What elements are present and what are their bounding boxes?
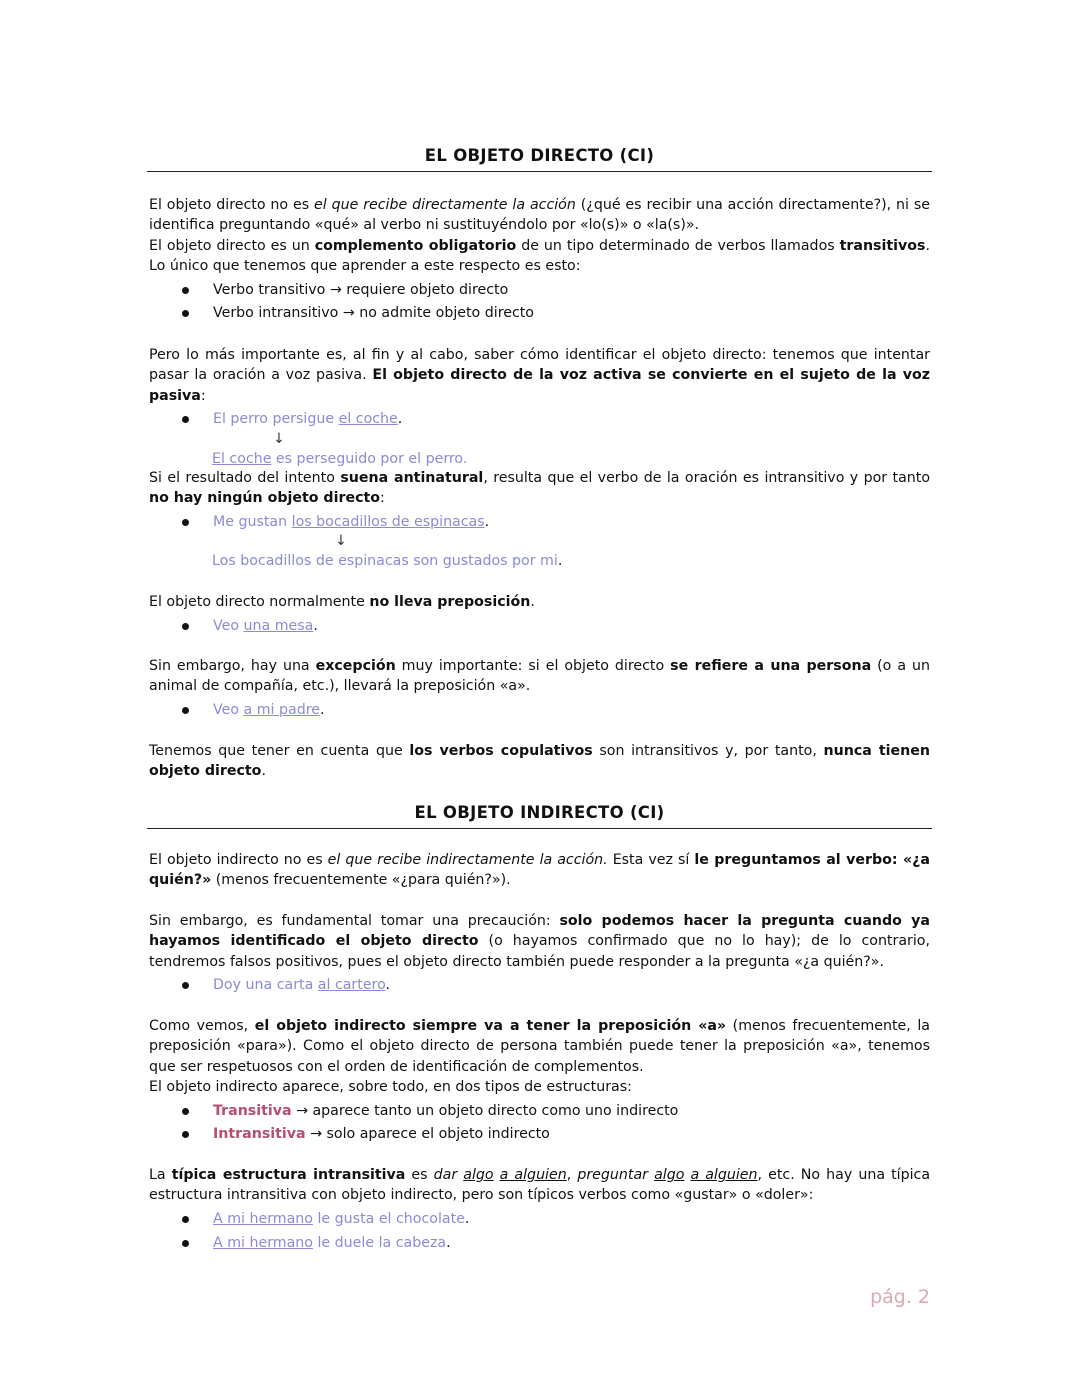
text: → solo aparece el objeto indirecto xyxy=(305,1126,550,1143)
od-intro-paragraph xyxy=(149,195,930,324)
example-text: le duele la cabeza xyxy=(312,1234,447,1251)
section-heading-objeto-indirecto: EL OBJETO INDIRECTO (CI) xyxy=(147,803,932,829)
example-text: Los bocadillos de espinacas son gustados por mi xyxy=(212,553,558,570)
od-preposition-paragraph xyxy=(149,592,930,636)
text: Sin embargo, hay una xyxy=(149,658,316,674)
verb-type-list xyxy=(149,280,930,324)
example-text: Doy una carta xyxy=(213,977,318,994)
text-italic: el que recibe directamente la acción xyxy=(314,197,576,213)
text: es xyxy=(405,1167,434,1183)
down-arrow-icon: ↓ xyxy=(273,430,285,447)
text: El objeto directo normalmente xyxy=(149,594,370,610)
example-list xyxy=(149,616,930,636)
example-underlined: el coche xyxy=(338,411,398,428)
list-item xyxy=(149,1101,930,1121)
text: → aparece tanto un objeto directo como uno indirecto xyxy=(291,1102,679,1119)
example-item xyxy=(149,700,930,720)
text-bold: típica estructura intransitiva xyxy=(171,1167,406,1183)
text: La xyxy=(149,1167,172,1183)
example-underlined: A mi hermano xyxy=(213,1211,313,1228)
text-bold: el objeto indirecto siempre va a tener la preposición «a» xyxy=(254,1018,727,1034)
text-italic-underlined: a alguien xyxy=(499,1167,567,1183)
text-bold: transitivos xyxy=(839,237,926,254)
od-copulativos-paragraph xyxy=(149,741,930,782)
text-bold: le preguntamos al verbo: «¿a quién?» xyxy=(149,852,930,889)
example-text: Veo xyxy=(213,617,244,634)
text-italic-underlined: algo xyxy=(654,1167,685,1183)
example-item xyxy=(149,1209,930,1229)
text-bold: excepción xyxy=(315,658,396,674)
example-item xyxy=(149,1233,930,1253)
text: (o a un animal de compañía, etc.), llevará la preposición «a». xyxy=(149,658,930,695)
example-item xyxy=(149,409,930,429)
text: . xyxy=(261,763,266,780)
text: Pero lo más importante es, al fin y al cabo, saber cómo identificar el objeto directo: tenemos que intentar pasar la oración a voz pasiva. xyxy=(149,347,930,384)
text: El objeto indirecto no es xyxy=(149,852,328,868)
example-underlined: una mesa xyxy=(243,617,314,634)
text: . xyxy=(464,1211,470,1228)
text: . xyxy=(446,1234,451,1251)
example-passive xyxy=(149,551,930,571)
example-list xyxy=(149,1209,930,1253)
text-bold: nunca tienen objeto directo xyxy=(149,743,930,780)
text-bold: no lleva preposición xyxy=(369,594,531,610)
example-text: Veo xyxy=(213,702,244,719)
example-item xyxy=(149,512,930,532)
text: . xyxy=(557,553,563,570)
text: El objeto directo es un xyxy=(149,237,315,254)
section-heading-objeto-directo: EL OBJETO DIRECTO (CI) xyxy=(147,146,932,172)
od-passive-paragraph xyxy=(149,345,930,469)
text: (menos frecuentemente «¿para quién?»). xyxy=(211,872,511,889)
text: Si el resultado del intento xyxy=(149,470,341,486)
page-number: pág. 2 xyxy=(870,1286,930,1308)
example-text: El perro persigue xyxy=(213,411,339,428)
example-item xyxy=(149,616,930,636)
example-list xyxy=(149,512,930,532)
text: . xyxy=(397,411,403,428)
example-item xyxy=(149,975,930,995)
oi-preposition-paragraph xyxy=(149,1016,930,1145)
text-bold: suena antinatural xyxy=(340,470,484,486)
text-bold: El objeto directo de la voz activa se convierte en el sujeto de la voz pasiva xyxy=(149,367,930,404)
example-list xyxy=(149,700,930,720)
example-underlined: A mi hermano xyxy=(213,1234,313,1251)
text: Tenemos que tener en cuenta que xyxy=(149,743,410,759)
text: muy importante: si el objeto directo xyxy=(395,658,671,674)
down-arrow-icon: ↓ xyxy=(335,533,347,550)
list-item: Verbo intransitivo → no admite objeto directo xyxy=(149,303,930,323)
text: : xyxy=(200,387,206,404)
list-item: Verbo transitivo → requiere objeto directo xyxy=(149,280,930,300)
oi-structure-paragraph xyxy=(149,1165,930,1253)
oi-precaution-paragraph xyxy=(149,911,930,996)
text: . Lo único que tenemos que aprender a este respecto es esto: xyxy=(149,237,930,274)
text: (o hayamos confirmado que no lo hay); de lo contrario, tendremos falsos positivos, pues el objeto directo también puede responder a la pregunta «¿a quién?». xyxy=(149,933,930,970)
example-underlined: a mi padre xyxy=(243,702,320,719)
example-list xyxy=(149,975,930,995)
text-bold: complemento obligatorio xyxy=(314,237,517,254)
text-bold: los verbos copulativos xyxy=(409,743,593,759)
od-antinatural-paragraph xyxy=(149,468,930,572)
text: . xyxy=(484,514,490,531)
text: , etc. No hay una típica estructura intransitiva con objeto indirecto, pero son típicos verbos como «gustar» o «doler»: xyxy=(149,1167,931,1204)
text: son intransitivos y, por tanto, xyxy=(592,743,824,759)
text: : xyxy=(380,490,385,507)
example-text: es perseguido por el perro. xyxy=(271,450,468,467)
text: El objeto indirecto aparece, sobre todo, en dos tipos de estructuras: xyxy=(149,1078,632,1095)
text-italic-underlined: algo xyxy=(463,1167,494,1183)
example-list xyxy=(149,409,930,429)
example-underlined: los bocadillos de espinacas xyxy=(291,514,485,531)
structure-list xyxy=(149,1101,930,1145)
text: , xyxy=(566,1167,578,1183)
text: (menos frecuentemente, la preposición «para»). Como el objeto directo de persona también puede tener la preposición «a», tenemos que ser respetuosos con el orden de identificación de complementos. xyxy=(149,1018,930,1075)
text: (¿qué es recibir una acción directamente?), ni se identifica preguntando «qué» al verbo ni sustituyéndolo por «lo(s)» o «la(s)». xyxy=(149,197,930,234)
text: . xyxy=(530,594,535,610)
example-passive xyxy=(149,449,930,469)
text: Esta vez sí xyxy=(607,852,695,868)
example-text: Me gustan xyxy=(213,514,292,531)
text-bold: no hay ningún objeto directo xyxy=(149,490,381,507)
od-exception-paragraph xyxy=(149,656,930,720)
text: . xyxy=(319,702,325,719)
text-italic: preguntar xyxy=(577,1167,648,1183)
text: , resulta que el verbo de la oración es intransitivo y por tanto xyxy=(483,470,931,486)
example-underlined: El coche xyxy=(212,450,272,467)
text: . xyxy=(313,617,318,634)
text: El objeto directo no es xyxy=(149,197,315,213)
list-item xyxy=(149,1124,930,1144)
text: de un tipo determinado de verbos llamados xyxy=(516,237,840,254)
text-highlight: Transitiva xyxy=(213,1102,292,1119)
example-underlined: al cartero xyxy=(317,977,386,994)
text-bold: se refiere a una persona xyxy=(670,658,872,674)
text-bold: solo podemos hacer la pregunta cuando ya hayamos identificado el objeto directo xyxy=(149,913,930,950)
text: Sin embargo, es fundamental tomar una precaución: xyxy=(149,913,560,929)
text-italic: el que recibe indirectamente la acción. xyxy=(327,852,608,868)
example-text: le gusta el chocolate xyxy=(312,1211,465,1228)
oi-intro-paragraph xyxy=(149,850,930,891)
text: Como vemos, xyxy=(149,1018,255,1034)
text: . xyxy=(385,977,391,994)
text-highlight: Intransitiva xyxy=(213,1126,306,1143)
text-italic: dar xyxy=(433,1167,458,1183)
text-italic-underlined: a alguien xyxy=(690,1167,758,1183)
